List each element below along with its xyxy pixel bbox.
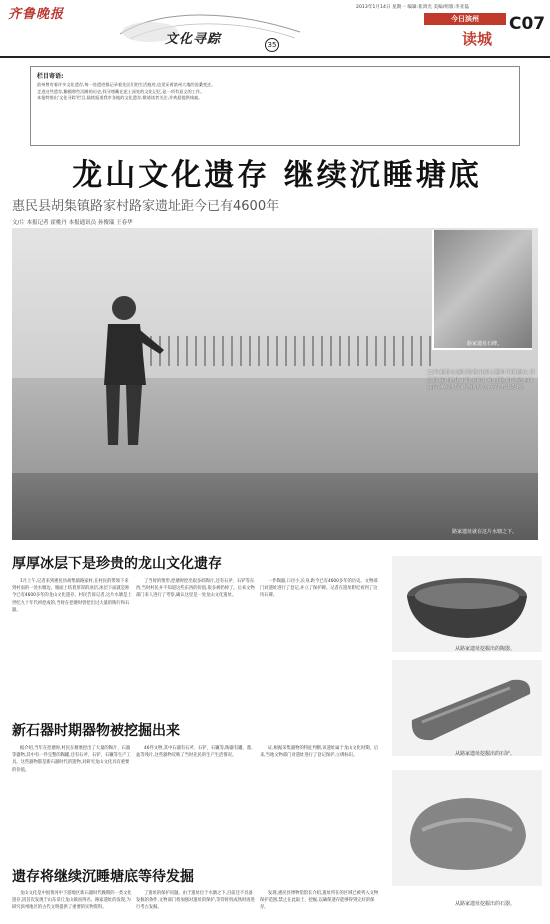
masthead [0, 0, 550, 58]
section-heading: 遗存将继续沉睡塘底等待发掘 [12, 869, 194, 885]
stone-shovel-artifact-photo [392, 660, 542, 756]
paragraph: 46件文物,其中石器有石斧、石铲、石镰等,陶器有罐、鼎、盆等残片,这些器物反映了当时先民的生产生活情况。 [136, 746, 256, 759]
artifact-caption: 从路家遗址挖掘出的陶器。 [455, 646, 516, 652]
section-column [136, 890, 256, 922]
paragraph: 证,根据采集器物的特征判断,该遗址属于龙山文化时期。后来,当地文物部门对遗址进行了登记保护,立碑标识。 [260, 746, 379, 759]
section-column [12, 745, 132, 863]
section-column [12, 890, 132, 922]
article-byline: 文/片 本报记者 霍桃丹 本报通讯员 孙俊瑞 王春华 [12, 220, 133, 226]
main-photo [12, 228, 538, 540]
section-name: 读城 [462, 30, 493, 48]
paragraph: 了遗址的保护问题。由于遗址位于水塘之下,目前还不具备发掘的条件,文物部门将加强对遗址的保护,等待时机成熟时再进行考古发掘。 [136, 891, 255, 911]
stele-inset-photo [432, 230, 532, 350]
paragraph: 龙山文化是中国黄河中下游地区新石器时代晚期的一类文化遗存,因首次发现于山东章丘龙山镇而得名。路家遗址的发现,为研究滨州地区的古代文明提供了重要的实物资料。 [12, 891, 132, 911]
section-heading: 新石器时期器物被挖掘出来 [12, 723, 180, 739]
villager-figure [94, 290, 164, 450]
page-number: C07 [509, 14, 546, 34]
stele-caption: 路家遗址石碑。 [467, 341, 503, 347]
section-column [260, 578, 380, 728]
editor-note-heading: 栏目寄语: [37, 73, 64, 80]
article-headline: 龙山文化遗存 继续沉睡塘底 [72, 158, 482, 193]
paragraph: 了当时的情形,挖塘时挖出很多碎陶片,还有石斧、石铲等东西,当时村民并不知道这些东西的价值,很多被扔掉了。后来文物部门来人进行了考察,确认这里是一处龙山文化遗址。 [136, 579, 255, 599]
section-tag: 今日滨州 [424, 13, 506, 25]
paragraph: 据介绍,当年在挖塘时,村民在塘底挖出了大量的陶片、石器等器物,其中有一件完整的陶罐,还有石斧、石铲、石镰等生产工具。这些器物都是新石器时代的遗物,对研究龙山文化具有重要的价值。 [12, 746, 131, 773]
editor-note-line: 本报特推出'文化寻踪'栏目,陆续报道我市各地的文化遗存,敬请读者关注,并欢迎提供线索。 [37, 95, 203, 100]
artifact-caption: 从路家遗址挖掘出的石器。 [455, 901, 516, 907]
section-column [12, 578, 132, 728]
paragraph: 一件陶器,口径小,长身,距今已有4600多年的历史。文物部门对遗址进行了登记,并立了保护碑。记者在遗址附近看到了这块石碑。 [260, 579, 378, 599]
newspaper-logo: 齐鲁晚报 [8, 7, 65, 22]
section-column [136, 578, 256, 728]
editor-note-line: 滨州曾有着许多文化遗存,每一处遗迹都记录着先民们的生活痕迹,也见证着滨州大地的沧桑变迁。 [37, 82, 216, 87]
pottery-artifact-photo [392, 556, 542, 652]
artifact-caption: 从路家遗址挖掘出的石铲。 [455, 751, 516, 757]
section-column [260, 745, 380, 863]
photo-treeline [132, 336, 432, 366]
column-number: 35 [265, 38, 279, 52]
photo-caption: 路家遗址就在这片水塘之下。 [452, 529, 518, 535]
section-column [136, 745, 256, 863]
article-subhead: 惠民县胡集镇路家村路家遗址距今已有4600年 [12, 199, 280, 214]
section-column [260, 890, 380, 922]
column-title: 文化寻踪 [165, 32, 222, 47]
stone-tool-artifact-photo [392, 770, 542, 886]
editor-note [30, 66, 520, 146]
paragraph: 发现,惠民县博物馆馆长介绍,遗址所在的区域已被列入文物保护范围,禁止在此取土、挖掘,以确保遗存能够得到完好的保存。 [260, 891, 379, 911]
paragraph: 1月上午,记者来到惠民县胡集镇路家村,在村民的带领下来到村南的一处水塘边。塘面上结着厚厚的冰层,冰层下面就是距今已有4600多年的龙山文化遗存。村民告诉记者,这片水塘是上世纪九十年代初挖成的,当时在挖塘时曾挖出过大量的陶片和石器。 [12, 579, 132, 613]
photo-callout: 22年前修水塘时曾挖出新石器时代的遗存,村民说当时挖出了许多陶片和石器,如今遗址继续沉睡在冰层覆盖的塘底,等待考古发掘。 [427, 370, 535, 391]
section-heading: 厚厚冰层下是珍贵的龙山文化遗存 [12, 556, 222, 572]
editor-note-line: 走进这些遗存,触摸那些沉睡的历史,找寻埋藏在泥土深处的文化记忆,是一项有意义的工作。 [37, 88, 205, 94]
photo-frozen-pond [12, 378, 538, 478]
dateline: 2013年1月14日 星期一 编辑:崔鸿光 美编/组版:李亚磊 [356, 5, 469, 10]
